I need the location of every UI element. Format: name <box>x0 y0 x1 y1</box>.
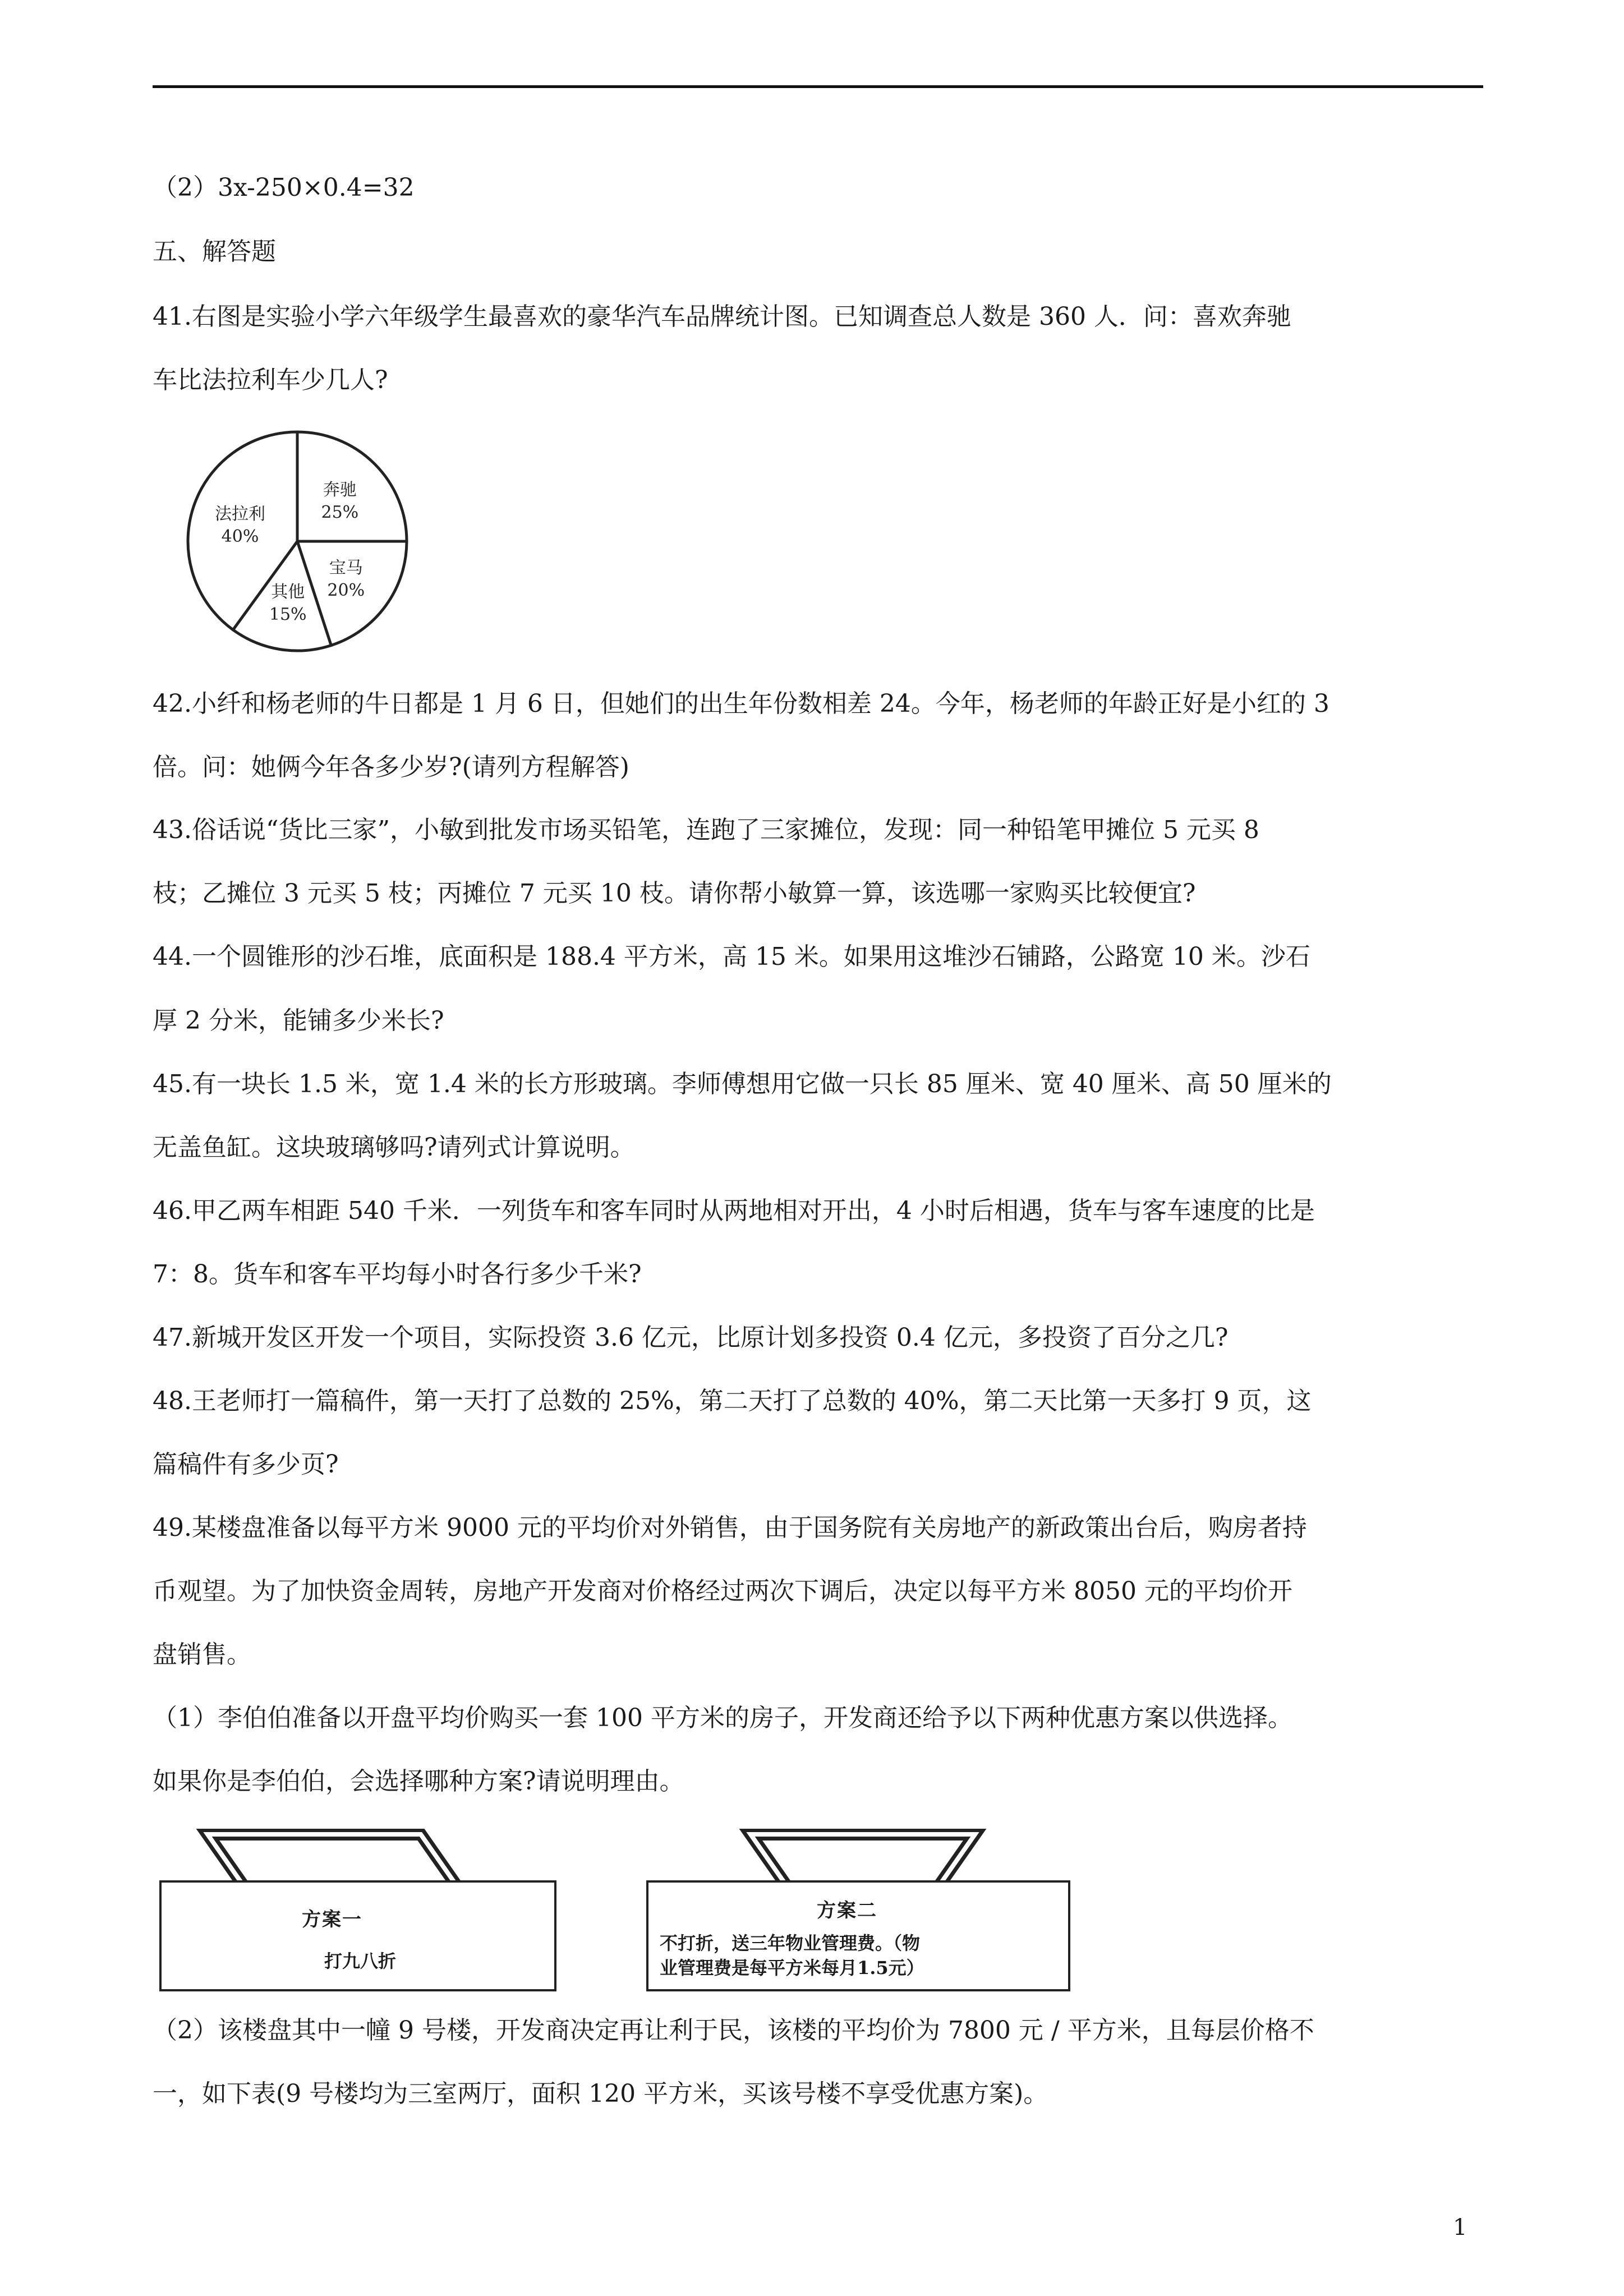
q49-line-3: 盘销售。 <box>153 1640 251 1669</box>
q41-line-2: 车比法拉利车少几人? <box>153 366 388 394</box>
page-number: 1 <box>1453 2215 1467 2240</box>
q46-line-1: 46.甲乙两车相距 540 千米．一列货车和客车同时从两地相对开出，4 小时后相遇，货车与客车速度的比是 <box>153 1197 1315 1225</box>
pie-label-3: 法拉利 <box>214 504 265 524</box>
q43-line-1: 43.俗话说“货比三家”，小敏到批发市场买铅笔，连跑了三家摊位，发现：同一种铅笔甲摊位 5 元买 8 <box>153 816 1259 844</box>
q49-line-1: 49.某楼盘准备以每平方米 9000 元的平均价对外销售，由于国务院有关房地产的新政策出台后，购房者持 <box>153 1513 1307 1542</box>
q42-line-2: 倍。问：她俩今年各多少岁?(请列方程解答) <box>153 753 629 781</box>
pie-value-3: 40% <box>221 526 259 546</box>
plan-two-title: 方案二 <box>817 1899 877 1922</box>
equation-2: （2）3x-250×0.4=32 <box>153 173 415 202</box>
q45-line-1: 45.有一块长 1.5 米，宽 1.4 米的长方形玻璃。李师傅想用它做一只长 85 厘米、宽 40 厘米、高 50 厘米的 <box>153 1070 1332 1098</box>
pie-value-1: 20% <box>327 581 365 601</box>
q43-line-2: 枝；乙摊位 3 元买 5 枝；丙摊位 7 元买 10 枝。请你帮小敏算一算，该选哪一家购买比较便宜? <box>153 879 1196 908</box>
plan-one-sign <box>157 1829 561 1994</box>
pie-value-0: 25% <box>321 503 359 523</box>
section-heading: 五、解答题 <box>153 237 276 266</box>
q49-part1-line-1: （1）李伯伯准备以开盘平均价购买一套 100 平方米的房子，开发商还给予以下两种优惠方案以供选择。 <box>153 1704 1292 1732</box>
q41-line-1: 41.右图是实验小学六年级学生最喜欢的豪华汽车品牌统计图。已知调查总人数是 360 人．问：喜欢奔驰 <box>153 302 1291 331</box>
plan-two-box <box>646 1880 1070 1991</box>
plan-one-text: 打九八折 <box>324 1950 397 1972</box>
q49-part2-line-1: （2）该楼盘其中一幢 9 号楼，开发商决定再让利于民，该楼的平均价为 7800 元 / 平方米，且每层价格不 <box>153 2016 1314 2045</box>
q44-line-1: 44.一个圆锥形的沙石堆，底面积是 188.4 平方米，高 15 米。如果用这堆沙石铺路，公路宽 10 米。沙石 <box>153 942 1310 971</box>
q49-part2-line-2: 一，如下表(9 号楼均为三室两厅，面积 120 平方米，买该号楼不享受优惠方案)。 <box>153 2079 1048 2108</box>
pie-value-2: 15% <box>269 604 307 624</box>
q48-line-2: 篇稿件有多少页? <box>153 1450 339 1479</box>
q48-line-1: 48.王老师打一篇稿件，第一天打了总数的 25%，第二天打了总数的 40%，第二天比第一天多打 9 页，这 <box>153 1387 1312 1415</box>
pie-label-2: 其他 <box>271 582 305 602</box>
q45-line-2: 无盖鱼缸。这块玻璃够吗?请列式计算说明。 <box>153 1133 635 1162</box>
q46-line-2: 7：8。货车和客车平均每小时各行多少千米? <box>153 1260 642 1289</box>
plan-two-sign <box>644 1829 1070 1994</box>
q44-line-2: 厚 2 分米，能铺多少米长? <box>153 1006 444 1035</box>
q47-line: 47.新城开发区开发一个项目，实际投资 3.6 亿元，比原计划多投资 0.4 亿元，多投资了百分之几? <box>153 1323 1229 1352</box>
plan-one-box <box>159 1880 556 1991</box>
plan-two-text-1: 不打折，送三年物业管理费。（物 <box>660 1932 921 1954</box>
header-rule <box>153 85 1483 88</box>
q49-part1-line-2: 如果你是李伯伯，会选择哪种方案?请说明理由。 <box>153 1767 684 1796</box>
plan-two-text-2: 业管理费是每平方米每月1.5元） <box>660 1957 924 1978</box>
q42-line-1: 42.小纤和杨老师的牛日都是 1 月 6 日，但她们的出生年份数相差 24。今年，杨老师的年龄正好是小红的 3 <box>153 689 1329 718</box>
q49-line-2: 币观望。为了加快资金周转，房地产开发商对价格经过两次下调后，决定以每平方米 8050 元的平均价开 <box>153 1577 1292 1605</box>
pie-label-1: 宝马 <box>329 558 363 578</box>
brand-pie-chart <box>180 424 415 659</box>
pie-label-0: 奔驰 <box>323 480 357 500</box>
plan-one-title: 方案一 <box>302 1908 362 1931</box>
